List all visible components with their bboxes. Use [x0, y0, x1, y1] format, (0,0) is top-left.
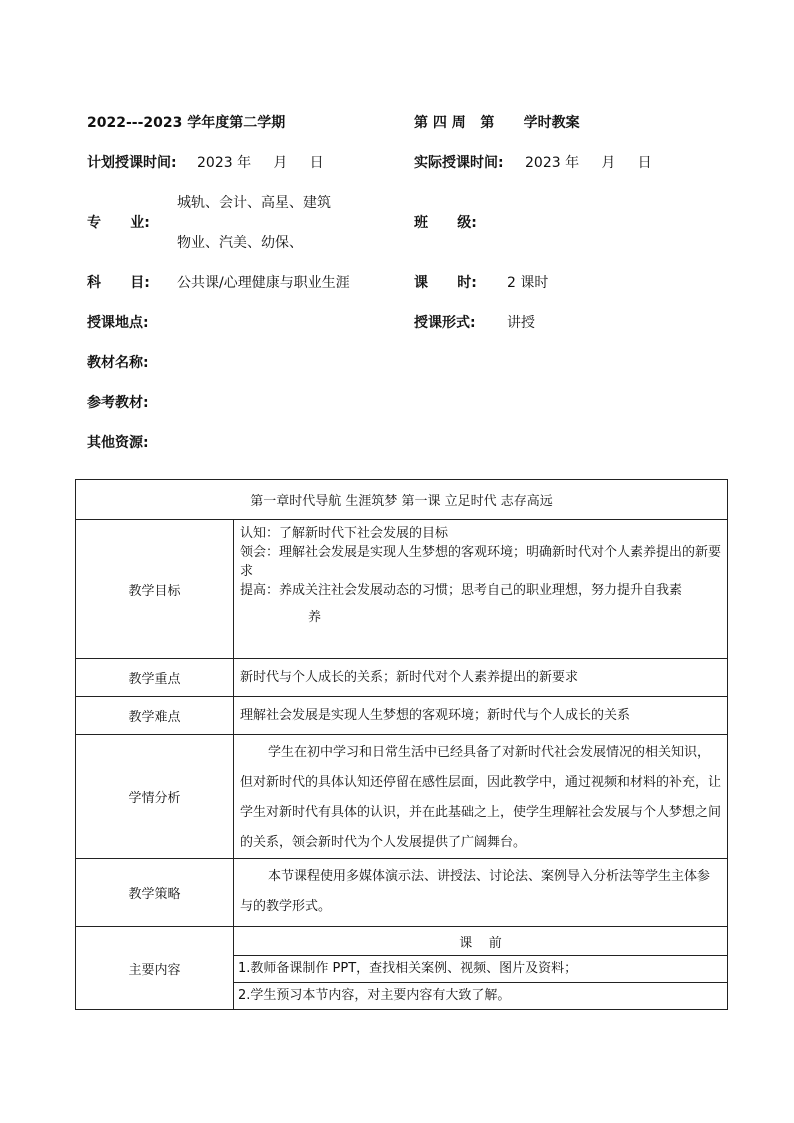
list-item: 1.教师备课制作 PPT，查找相关案例、视频、图片及资料； [238, 961, 578, 976]
strategy-value: 本节课程使用多媒体演示法、讲授法、讨论法、案例导入分析法等学生主体参与的教学形式。 [234, 859, 728, 927]
strategy-label: 教学策略 [76, 859, 234, 927]
class-label: 班 级: [414, 215, 477, 231]
planned-time-value: 2023 年 月 日 [197, 155, 324, 171]
week-heading: 第 四 周 第 学时教案 [414, 115, 580, 131]
term-heading: 2022---2023 学年度第二学期 [87, 115, 286, 131]
key-points-label: 教学重点 [76, 659, 234, 697]
reference-label: 参考教材: [87, 395, 149, 411]
goals-cell [234, 520, 728, 659]
analysis-label: 学情分析 [76, 735, 234, 859]
major-line-2: 物业、汽美、幼保、 [177, 235, 303, 251]
other-resources-label: 其他资源: [87, 435, 149, 451]
key-points-value: 新时代与个人成长的关系；新时代对个人素养提出的新要求 [234, 659, 728, 697]
goal-item: 提高：养成关注社会发展动态的习惯；思考自己的职业理想，努力提升自我素 [240, 583, 683, 598]
goals-label: 教学目标 [76, 520, 234, 659]
content-list [234, 956, 727, 1009]
planned-time-label: 计划授课时间: [87, 155, 177, 171]
difficulties-value: 理解社会发展是实现人生梦想的客观环境；新时代与个人成长的关系 [234, 697, 728, 735]
content-heading: 课 前 [234, 927, 727, 956]
location-label: 授课地点: [87, 315, 149, 331]
form-value: 讲授 [507, 315, 535, 331]
list-item: 2.学生预习本节内容，对主要内容有大致了解。 [234, 982, 727, 1009]
goal-item: 认知：了解新时代下社会发展的目标 [240, 526, 449, 541]
content-label: 主要内容 [76, 927, 234, 1010]
goal-item: 养 [308, 610, 322, 625]
subject-value: 公共课/心理健康与职业生涯 [177, 275, 350, 291]
form-label: 授课形式: [414, 315, 476, 331]
hours-value: 2 课时 [507, 275, 549, 291]
major-label: 专 业: [87, 215, 150, 231]
actual-time-label: 实际授课时间: [414, 155, 504, 171]
actual-time-value: 2023 年 月 日 [525, 155, 652, 171]
content-cell [234, 927, 728, 1010]
difficulties-label: 教学难点 [76, 697, 234, 735]
goal-item: 领会：理解社会发展是实现人生梦想的客观环境；明确新时代对个人素养提出的新要求 [240, 545, 722, 579]
analysis-value: 学生在初中学习和日常生活中已经具备了对新时代社会发展情况的相关知识，但对新时代的具体认知还停留在感性层面，因此教学中，通过视频和材料的补充，让学生对新时代有具体的认识，并在此基础之上，使学生理解社会发展与个人梦想之间的关系，领会新时代为个人发展提供了广阔舞台。 [234, 735, 728, 859]
hours-label: 课 时: [414, 275, 477, 291]
subject-label: 科 目: [87, 275, 150, 291]
textbook-label: 教材名称: [87, 355, 149, 371]
major-line-1: 城轨、会计、高星、建筑 [177, 195, 331, 211]
lesson-title: 第一章时代导航 生涯筑梦 第一课 立足时代 志存高远 [76, 480, 728, 520]
lesson-plan-table [75, 479, 728, 1010]
